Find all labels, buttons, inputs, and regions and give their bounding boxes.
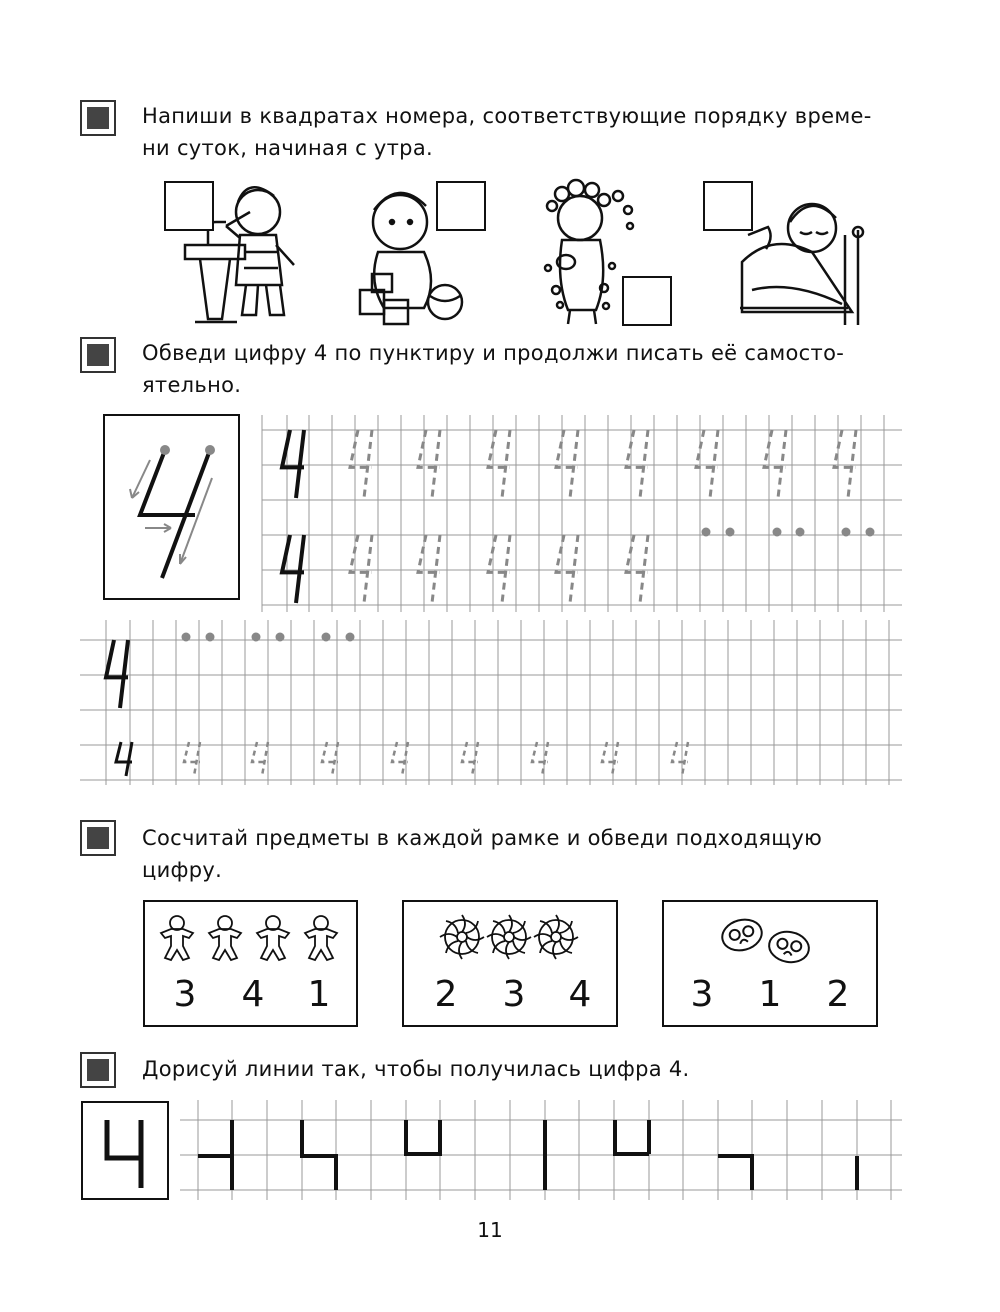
count-option[interactable]: 4 (241, 974, 265, 1015)
count-option[interactable]: 1 (307, 974, 331, 1015)
task-3-line-1: Сосчитай предметы в каждой рамке и обведи подходящую (142, 826, 823, 850)
task-2-line-2: ятельно. (142, 373, 242, 397)
count-option[interactable]: 3 (502, 974, 526, 1015)
count-option[interactable]: 2 (434, 974, 458, 1015)
page-number: 11 (477, 1218, 503, 1242)
task-4-line-1: Дорисуй линии так, чтобы получилась цифра 4. (142, 1057, 690, 1081)
task-3-line-2: цифру. (142, 858, 223, 882)
task-1-line-2: ни суток, начиная с утра. (142, 136, 433, 160)
count-option[interactable]: 3 (690, 974, 714, 1015)
task-1-line-1: Напиши в квадратах номера, соответствующие порядку време- (142, 104, 872, 128)
line-completion-grid (180, 1100, 902, 1200)
count-option[interactable]: 3 (173, 974, 197, 1015)
count-option[interactable]: 4 (568, 974, 592, 1015)
sample-digit-box-small (82, 1102, 168, 1199)
task-2-line-1: Обведи цифру 4 по пунктиру и продолжи писать её самосто- (142, 341, 845, 365)
count-option[interactable]: 1 (758, 974, 782, 1015)
count-option[interactable]: 2 (826, 974, 850, 1015)
